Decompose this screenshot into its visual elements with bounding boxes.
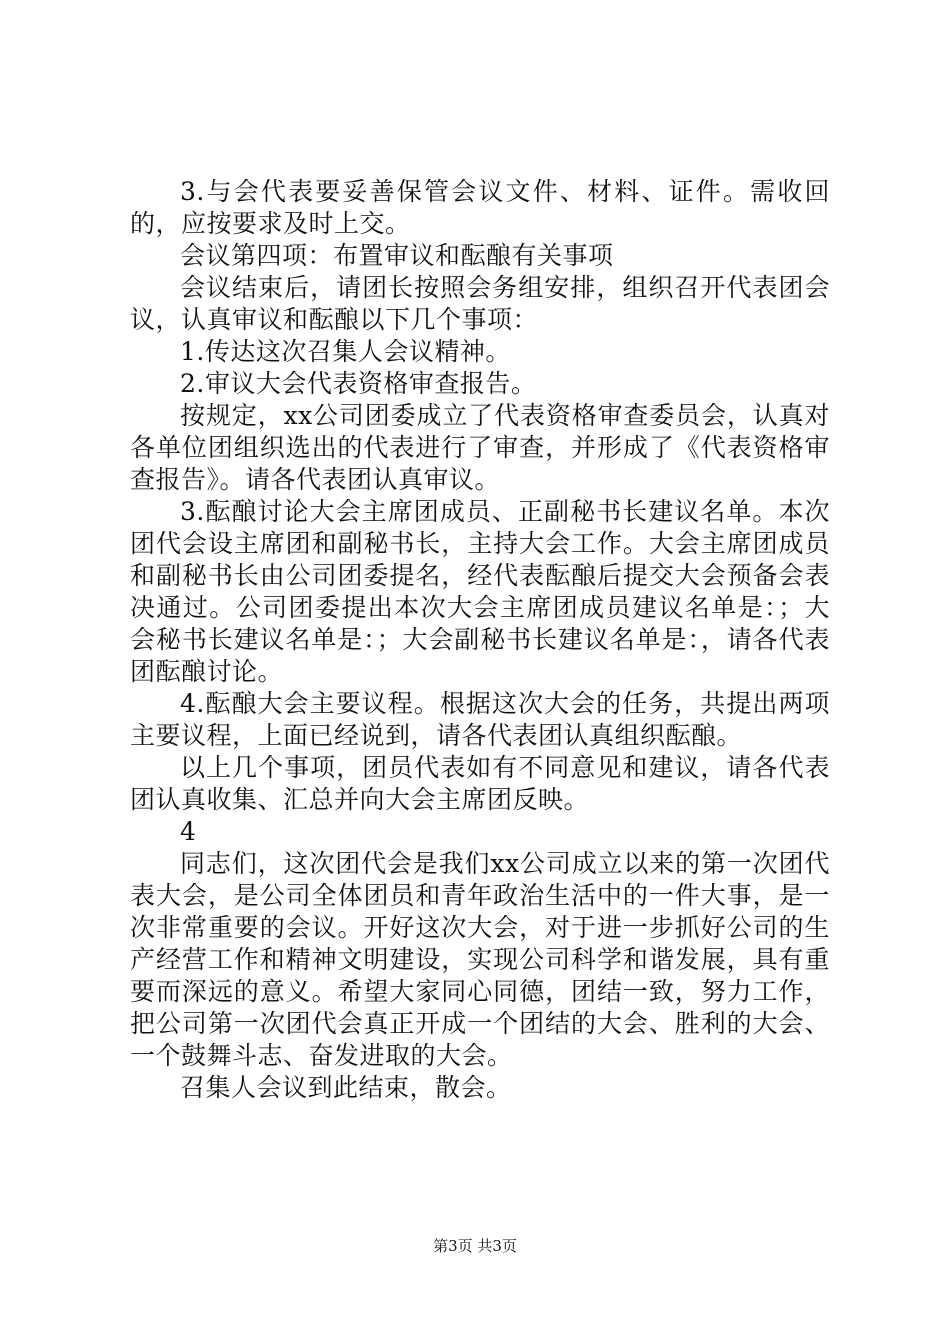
- list-item-4: 4.酝酿大会主要议程。根据这次大会的任务，共提出两项主要议程，上面已经说到，请各代表团认真组织酝酿。: [130, 689, 830, 750]
- section-number: 4: [180, 817, 197, 846]
- paragraph-item-3: 3.与会代表要妥善保管会议文件、材料、证件。需收回的，应按要求及时上交。: [130, 177, 830, 238]
- paragraph-qualification-report: 按规定，xx公司团委成立了代表资格审查委员会，认真对各单位团组织选出的代表进行了审查，并形成了《代表资格审查报告》。请各代表团认真审议。: [130, 401, 830, 494]
- paragraph-closing-remarks: 同志们，这次团代会是我们xx公司成立以来的第一次团代表大会，是公司全体团员和青年政治生活中的一件大事，是一次非常重要的会议。开好这次大会，对于进一步抓好公司的生产经营工作和精神文明建设，实现公司科学和谐发展，具有重要而深远的意义。希望大家同心同德，团结一致，努力工作，把公司第一次团代会真正开成一个团结的大会、胜利的大会、一个鼓舞斗志、奋发进取的大会。: [130, 849, 830, 1070]
- paragraph-feedback: 以上几个事项，团员代表如有不同意见和建议，请各代表团认真收集、汇总并向大会主席团反映。: [130, 753, 830, 814]
- document-body: [130, 176, 830, 1104]
- paragraph-after-meeting: 会议结束后，请团长按照会务组安排，组织召开代表团会议，认真审议和酝酿以下几个事项：: [130, 273, 830, 334]
- list-item-3: 3.酝酿讨论大会主席团成员、正副秘书长建议名单。本次团代会设主席团和副秘书长，主持大会工作。大会主席团成员和副秘书长由公司团委提名，经代表酝酿后提交大会预备会表决通过。公司团委提出本次大会主席团成员建议名单是：；大会秘书长建议名单是：；大会副秘书长建议名单是：，请各代表团酝酿讨论。: [130, 497, 830, 686]
- paragraph-adjourn: 召集人会议到此结束，散会。: [180, 1073, 512, 1102]
- list-item-1: 1.传达这次召集人会议精神。: [180, 337, 511, 366]
- list-item-2: 2.审议大会代表资格审查报告。: [180, 369, 537, 398]
- section-heading-item-four: 会议第四项：布置审议和酝酿有关事项: [180, 241, 614, 270]
- page-footer: 第3页 共3页: [433, 1237, 517, 1255]
